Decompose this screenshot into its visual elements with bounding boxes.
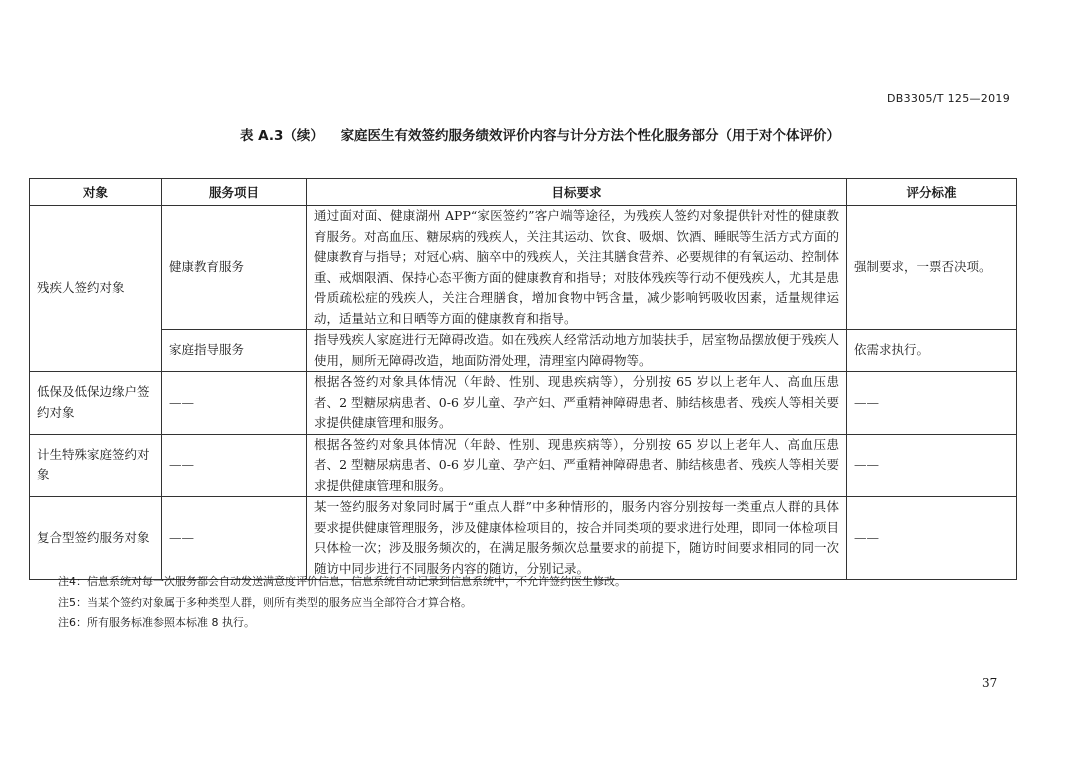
- score-cell: ——: [847, 434, 1017, 497]
- note-5: 注5：当某个签约对象属于多种类型人群，则所有类型的服务应当全部符合才算合格。: [58, 595, 472, 609]
- col-header-service: 服务项目: [162, 179, 307, 206]
- table-notes: [58, 572, 626, 634]
- object-cell: 计生特殊家庭签约对象: [30, 434, 162, 497]
- object-cell: 复合型签约服务对象: [30, 497, 162, 580]
- target-cell: 指导残疾人家庭进行无障碍改造。如在残疾人经常活动地方加装扶手，居室物品摆放便于残疾人使用，厕所无障碍改造，地面防滑处理，清理室内障碍物等。: [307, 330, 847, 372]
- score-cell: ——: [847, 497, 1017, 580]
- col-header-score: 评分标准: [847, 179, 1017, 206]
- object-cell: 低保及低保边缘户签约对象: [30, 372, 162, 435]
- page-number: 37: [982, 676, 998, 690]
- score-cell: 强制要求，一票否决项。: [847, 206, 1017, 330]
- service-cell: ——: [162, 497, 307, 580]
- score-cell: ——: [847, 372, 1017, 435]
- table-header-row: [30, 179, 1017, 206]
- col-header-target: 目标要求: [307, 179, 847, 206]
- table-row: [30, 330, 1017, 372]
- note-4: 注4：信息系统对每一次服务都会自动发送满意度评价信息，信息系统自动记录到信息系统中，不允许签约医生修改。: [58, 575, 626, 588]
- caption-label: 表 A.3（续）: [239, 128, 324, 144]
- service-cell: 健康教育服务: [162, 206, 307, 330]
- object-cell: 残疾人签约对象: [30, 206, 162, 372]
- target-cell: 根据各签约对象具体情况（年龄、性别、现患疾病等），分别按 65 岁以上老年人、高血压患者、2 型糖尿病患者、0-6 岁儿童、孕产妇、严重精神障碍患者、肺结核患者、残疾人等相关要求提供健康管理和服务。: [307, 434, 847, 497]
- table-row: [30, 206, 1017, 330]
- standard-code: DB3305/T 125—2019: [886, 92, 1010, 105]
- score-cell: 依需求执行。: [847, 330, 1017, 372]
- table-caption: [0, 124, 1080, 144]
- evaluation-table: [29, 178, 1017, 580]
- table-row: [30, 497, 1017, 580]
- service-cell: ——: [162, 372, 307, 435]
- note-6: 注6：所有服务标准参照本标准 8 执行。: [58, 616, 255, 629]
- table-row: [30, 372, 1017, 435]
- caption-title: 家庭医生有效签约服务绩效评价内容与计分方法个性化服务部分（用于对个体评价）: [340, 128, 841, 144]
- target-cell: 根据各签约对象具体情况（年龄、性别、现患疾病等），分别按 65 岁以上老年人、高血压患者、2 型糖尿病患者、0-6 岁儿童、孕产妇、严重精神障碍患者、肺结核患者、残疾人等相关要求提供健康管理和服务。: [307, 372, 847, 435]
- service-cell: ——: [162, 434, 307, 497]
- service-cell: 家庭指导服务: [162, 330, 307, 372]
- target-cell: 某一签约服务对象同时属于“重点人群”中多种情形的，服务内容分别按每一类重点人群的具体要求提供健康管理服务，涉及健康体检项目的，按合并同类项的要求进行处理，即同一体检项目只体检一次；涉及服务频次的，在满足服务频次总量要求的前提下，随访时间要求相同的同一次随访中同步进行不同服务内容的随访，分别记录。: [307, 497, 847, 580]
- col-header-object: 对象: [30, 179, 162, 206]
- target-cell: 通过面对面、健康湖州 APP“家医签约”客户端等途径，为残疾人签约对象提供针对性的健康教育服务。对高血压、糖尿病的残疾人，关注其运动、饮食、吸烟、饮酒、睡眠等生活方式方面的健康教育与指导；对冠心病、脑卒中的残疾人，关注其膳食营养、必要规律的有氧运动、控制体重、戒烟限酒、保持心态平衡方面的健康教育和指导；对肢体残疾等行动不便残疾人，尤其是患骨质疏松症的残疾人，关注合理膳食，增加食物中钙含量，减少影响钙吸收因素，适量规律运动，适量站立和日晒等方面的健康教育和指导。: [307, 206, 847, 330]
- table-row: [30, 434, 1017, 497]
